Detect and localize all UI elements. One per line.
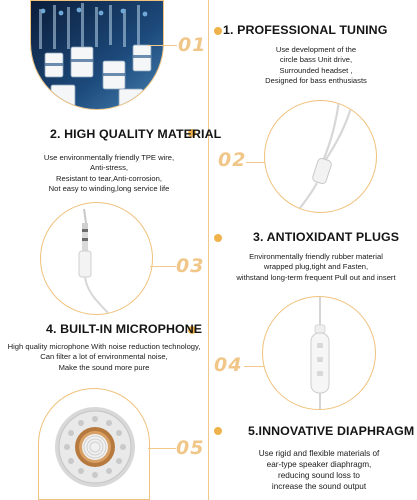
timeline-bullet — [214, 234, 222, 242]
desc-line: Not easy to winding,long service life — [48, 183, 170, 193]
feature-title-1: 1. PROFESSIONAL TUNING — [223, 23, 388, 37]
desc-line: Designed for bass enthusiasts — [265, 75, 367, 85]
desc-line: Anti-stress, — [90, 163, 128, 173]
feature-desc-2 — [20, 153, 198, 194]
desc-line: increase the sound output — [271, 482, 367, 491]
feature-desc-3 — [218, 252, 414, 283]
inline-remote-microphone-image — [262, 296, 376, 410]
desc-line: Use environmentally friendly TPE wire, — [43, 153, 175, 162]
speaker-diaphragm-image — [38, 388, 150, 500]
connector-line — [150, 266, 176, 267]
cable-splitter-image — [264, 100, 377, 213]
timeline-bullet — [214, 27, 222, 35]
desc-line: withstand long-term frequent Pull out and insert — [236, 272, 396, 282]
mixing-console-image — [30, 0, 164, 110]
desc-line: Use development of the — [275, 45, 357, 54]
feature-number-04: 04 — [214, 354, 243, 376]
timeline-spine — [208, 0, 209, 500]
audio-jack-plug-image — [40, 202, 153, 315]
feature-title-5: 5.INNOVATIVE DIAPHRAGM — [248, 424, 415, 438]
connector-line — [147, 45, 177, 46]
timeline-bullet — [214, 427, 222, 435]
desc-line: Resistant to tear,Anti-corrosion, — [56, 173, 162, 183]
connector-line — [148, 448, 176, 449]
desc-line: High quality microphone With noise reduction technology, — [7, 342, 201, 351]
feature-desc-1 — [222, 45, 410, 86]
desc-line: reducing sound loss to — [278, 471, 360, 480]
feature-title-3: 3. ANTIOXIDANT PLUGS — [253, 230, 400, 244]
desc-line: circle bass Unit drive, — [279, 55, 353, 65]
desc-line: ear-type speaker diaphragm, — [266, 460, 372, 469]
desc-line: Use rigid and flexible materials of — [258, 449, 380, 458]
desc-line: Can filter a lot of environmental noise, — [40, 352, 168, 362]
feature-number-01: 01 — [178, 34, 207, 56]
feature-number-03: 03 — [176, 255, 205, 277]
desc-line: wrapped plug,tight and Fasten, — [263, 262, 369, 272]
feature-desc-5 — [226, 448, 412, 492]
feature-number-02: 02 — [218, 149, 247, 171]
desc-line: Environmentally friendly rubber material — [249, 252, 383, 261]
feature-number-05: 05 — [176, 437, 205, 459]
desc-line: Surrounded headset , — [279, 65, 353, 75]
feature-desc-4 — [6, 342, 202, 373]
desc-line: Make the sound more pure — [58, 362, 150, 372]
feature-title-2: 2. HIGH QUALITY MATERIAL — [50, 127, 222, 141]
feature-title-4: 4. BUILT-IN MICROPHONE — [46, 322, 203, 336]
